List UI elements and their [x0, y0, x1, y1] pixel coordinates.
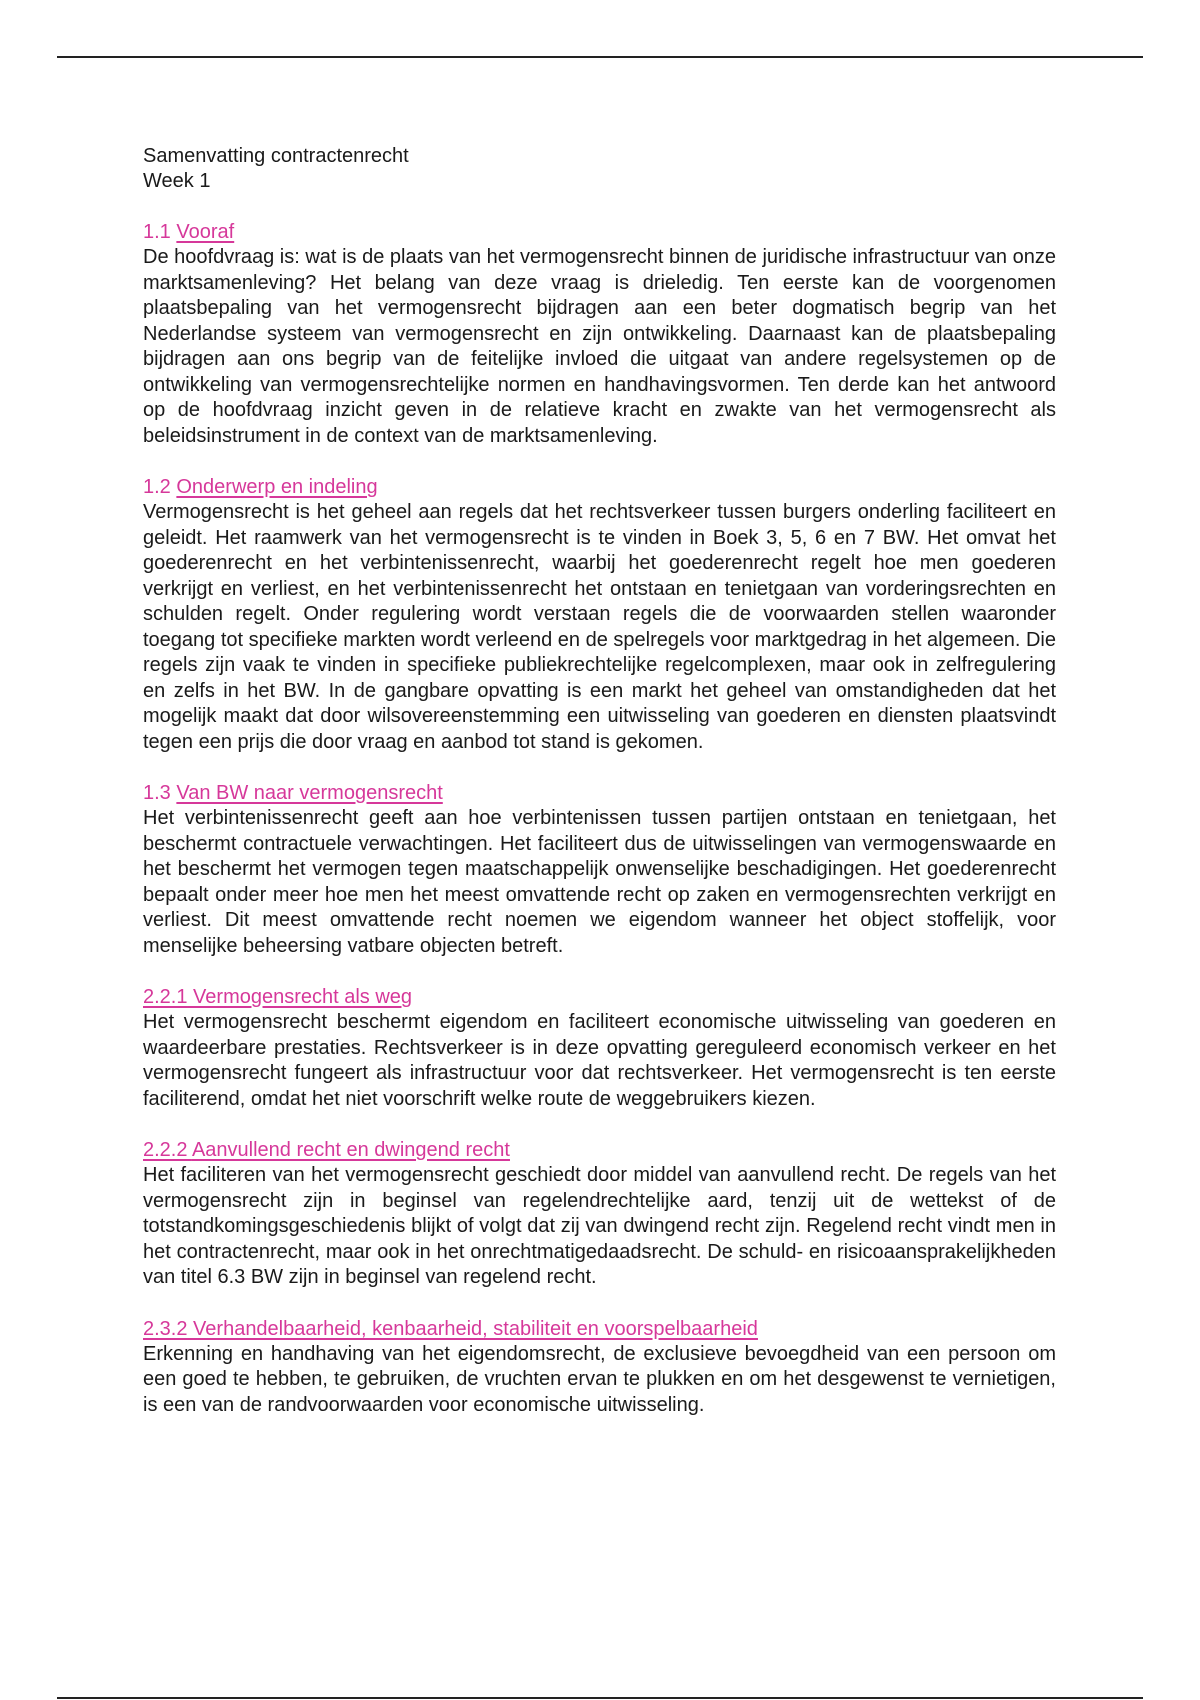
section-number: 1.3	[143, 782, 171, 804]
section-body: Het verbintenissenrecht geeft aan hoe verbintenissen tussen partijen ontstaan en tenietgaan, het beschermt contractuele verwachtingen. Het faciliteert dus de uitwisselingen van vermogenswaarde en het beschermt het vermogen tegen maatschappelijk onwenselijke beschadigingen. Het goederenrecht bepaalt onder meer hoe men het meest omvattende recht op zaken en vermogensrechten verkrijgt en verliest. Dit meest omvattende recht noemen we eigendom wanneer het object stoffelijk, voor menselijke beheersing vatbare objecten betreft.	[143, 807, 1056, 957]
section-1-1	[143, 220, 1056, 449]
section-body: Erkenning en handhaving van het eigendomsrecht, de exclusieve bevoegdheid van een persoon om een goed te hebben, te gebruiken, de vruchten ervan te plukken en om het desgewenst te vernietigen, is een van de randvoorwaarden voor economische uitwisseling.	[143, 1342, 1056, 1416]
section-heading[interactable]	[143, 1138, 1056, 1163]
section-number: 2.2.1	[143, 986, 188, 1008]
section-body: Het vermogensrecht beschermt eigendom en faciliteert economische uitwisseling van goederen en waardeerbare prestaties. Rechtsverkeer is in deze opvatting gereguleerd economisch verkeer en het vermogensrecht fungeert als infrastructuur voor dat rechtsverkeer. Het vermogensrecht is ten eerste faciliterend, omdat het niet voorschrift welke route de weggebruikers kiezen.	[143, 1011, 1056, 1110]
section-title-link[interactable]: Vooraf	[176, 221, 235, 243]
document-subtitle: Week 1	[143, 170, 211, 192]
document-body	[143, 144, 1056, 1418]
section-heading[interactable]	[143, 475, 1056, 500]
section-title-link[interactable]: Onderwerp en indeling	[176, 476, 378, 498]
section-heading[interactable]	[143, 1317, 1056, 1342]
section-title-link[interactable]: Aanvullend recht en dwingend recht	[191, 1139, 510, 1161]
section-2-3-2	[143, 1317, 1056, 1419]
section-1-2	[143, 475, 1056, 755]
section-heading[interactable]	[143, 985, 1056, 1010]
section-title-link[interactable]: Verhandelbaarheid, kenbaarheid, stabiliteit en voorspelbaarheid	[193, 1317, 758, 1340]
bottom-rule	[57, 1697, 1143, 1699]
section-heading[interactable]	[143, 781, 1056, 806]
section-number: 2.3.2	[143, 1317, 188, 1340]
section-title-link[interactable]: Van BW naar vermogensrecht	[176, 782, 443, 804]
section-number: 1.2	[143, 476, 171, 498]
section-number: 2.2.2	[143, 1139, 188, 1161]
section-1-3	[143, 781, 1056, 959]
section-title-link[interactable]: Vermogensrecht als weg	[193, 986, 413, 1008]
section-2-2-2	[143, 1138, 1056, 1291]
document-title: Samenvatting contractenrecht	[143, 145, 409, 167]
section-body: Vermogensrecht is het geheel aan regels dat het rechtsverkeer tussen burgers onderling faciliteert en geleidt. Het raamwerk van het vermogensrecht is te vinden in Boek 3, 5, 6 en 7 BW. Het omvat het goederenrecht en het verbintenissenrecht, waarbij het goederenrecht regelt hoe men goederen verkrijgt en verliest, en het verbintenissenrecht het ontstaan en tenietgaan van vorderingsrechten en schulden regelt. Onder regulering wordt verstaan regels die de voorwaarden stellen waaronder toegang tot specifieke markten wordt verleend en de spelregels voor marktgedrag in het algemeen. Die regels zijn vaak te vinden in specifieke publiekrechtelijke regelcomplexen, maar ook in zelfregulering en zelfs in het BW. In de gangbare opvatting is een markt het geheel van omstandigheden dat het mogelijk maakt dat door wilsovereenstemming een uitwisseling van goederen en diensten plaatsvindt tegen een prijs die door vraag en aanbod tot stand is gekomen.	[143, 501, 1056, 753]
section-2-2-1	[143, 985, 1056, 1112]
section-body: Het faciliteren van het vermogensrecht geschiedt door middel van aanvullend recht. De regels van het vermogensrecht zijn in beginsel van regelendrechtelijke aard, tenzij uit de wettekst of de totstandkomingsgeschiedenis blijkt of volgt dat zij van dwingend recht zijn. Regelend recht vindt men in het contractenrecht, maar ook in het onrechtmatigedaadsrecht. De schuld- en risicoaansprakelijkheden van titel 6.3 BW zijn in beginsel van regelend recht.	[143, 1164, 1056, 1288]
section-heading[interactable]	[143, 220, 1056, 245]
section-body: De hoofdvraag is: wat is de plaats van het vermogensrecht binnen de juridische infrastructuur van onze marktsamenleving? Het belang van deze vraag is drieledig. Ten eerste kan de voorgenomen plaatsbepaling van het vermogensrecht bijdragen aan een beter dogmatisch begrip van het Nederlandse systeem van vermogensrecht en zijn ontwikkeling. Daarnaast kan de plaatsbepaling bijdragen aan ons begrip van de feitelijke invloed die uitgaat van andere regelsystemen op de ontwikkeling van vermogensrechtelijke normen en handhavingsvormen. Ten derde kan het antwoord op de hoofdvraag inzicht geven in de relatieve kracht en zwakte van het vermogensrecht als beleidsinstrument in de context van de marktsamenleving.	[143, 246, 1056, 447]
top-rule	[57, 56, 1143, 58]
section-number: 1.1	[143, 221, 171, 243]
